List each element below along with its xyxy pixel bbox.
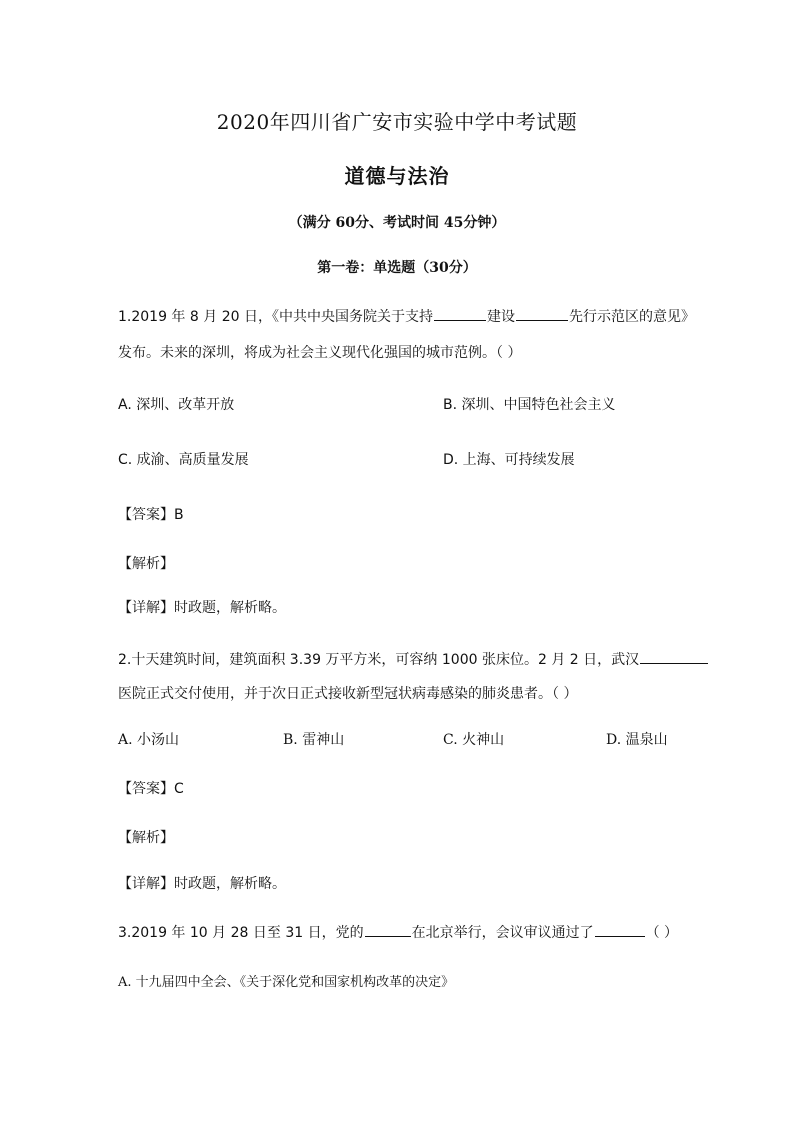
q1-option-a: A. 深圳、改革开放 <box>118 397 235 413</box>
q2-detail: 【详解】时政题，解析略。 <box>118 876 286 892</box>
q3-option-a: A. 十九届四中全会、《关于深化党和国家机构改革的决定》 <box>118 975 455 990</box>
q1-answer: 【答案】B <box>118 507 184 523</box>
exam-info: （满分 60分、考试时间 45分钟） <box>288 215 506 231</box>
q2-option-d: D. 温泉山 <box>606 732 668 748</box>
q3-blank-1 <box>365 922 411 937</box>
q3-stem-part-b: 在北京举行，会议审议通过了 <box>411 925 594 941</box>
q2-option-b: B. 雷神山 <box>283 732 345 748</box>
q1-option-d: D. 上海、可持续发展 <box>443 452 575 468</box>
q1-stem-part-a: 1.2019 年 8 月 20 日，《中共中央国务院关于支持 <box>118 309 433 325</box>
q1-blank-2 <box>516 306 568 321</box>
q2-option-c: C. 火神山 <box>443 732 505 748</box>
q1-blank-1 <box>434 306 486 321</box>
q3-blank-2 <box>595 922 645 937</box>
q2-stem-text: 2.十天建筑时间，建筑面积 3.39 万平方米，可容纳 1000 张床位。2 月 2 日，武汉 <box>118 652 640 668</box>
q1-option-b: B. 深圳、中国特色社会主义 <box>443 397 616 413</box>
q2-analysis: 【解析】 <box>118 830 174 846</box>
q2-option-a: A. 小汤山 <box>118 732 180 748</box>
q1-stem-line2: 发布。未来的深圳，将成为社会主义现代化强国的城市范例。（ ） <box>118 345 522 361</box>
q2-stem-line2: 医院正式交付使用，并于次日正式接收新型冠状病毒感染的肺炎患者。（ ） <box>118 686 578 702</box>
q3-stem-line1 <box>118 922 678 942</box>
q1-stem-part-c: 先行示范区的意见》 <box>568 309 695 325</box>
q1-option-c: C. 成渝、高质量发展 <box>118 452 249 468</box>
q3-stem-part-a: 3.2019 年 10 月 28 日至 31 日，党的 <box>118 925 364 941</box>
q2-stem-line1 <box>118 649 709 669</box>
subject-title: 道德与法治 <box>344 164 450 188</box>
q2-blank <box>640 649 708 664</box>
q3-stem-part-c: （ ） <box>645 925 679 941</box>
q1-stem-line1 <box>118 306 695 326</box>
q1-detail: 【详解】时政题，解析略。 <box>118 600 286 616</box>
exam-title: 2020年四川省广安市实验中学中考试题 <box>216 110 578 134</box>
q1-stem-part-b: 建设 <box>486 309 515 325</box>
section-heading: 第一卷：单选题（30分） <box>317 260 477 276</box>
q1-analysis: 【解析】 <box>118 556 174 572</box>
q2-answer: 【答案】C <box>118 781 184 797</box>
